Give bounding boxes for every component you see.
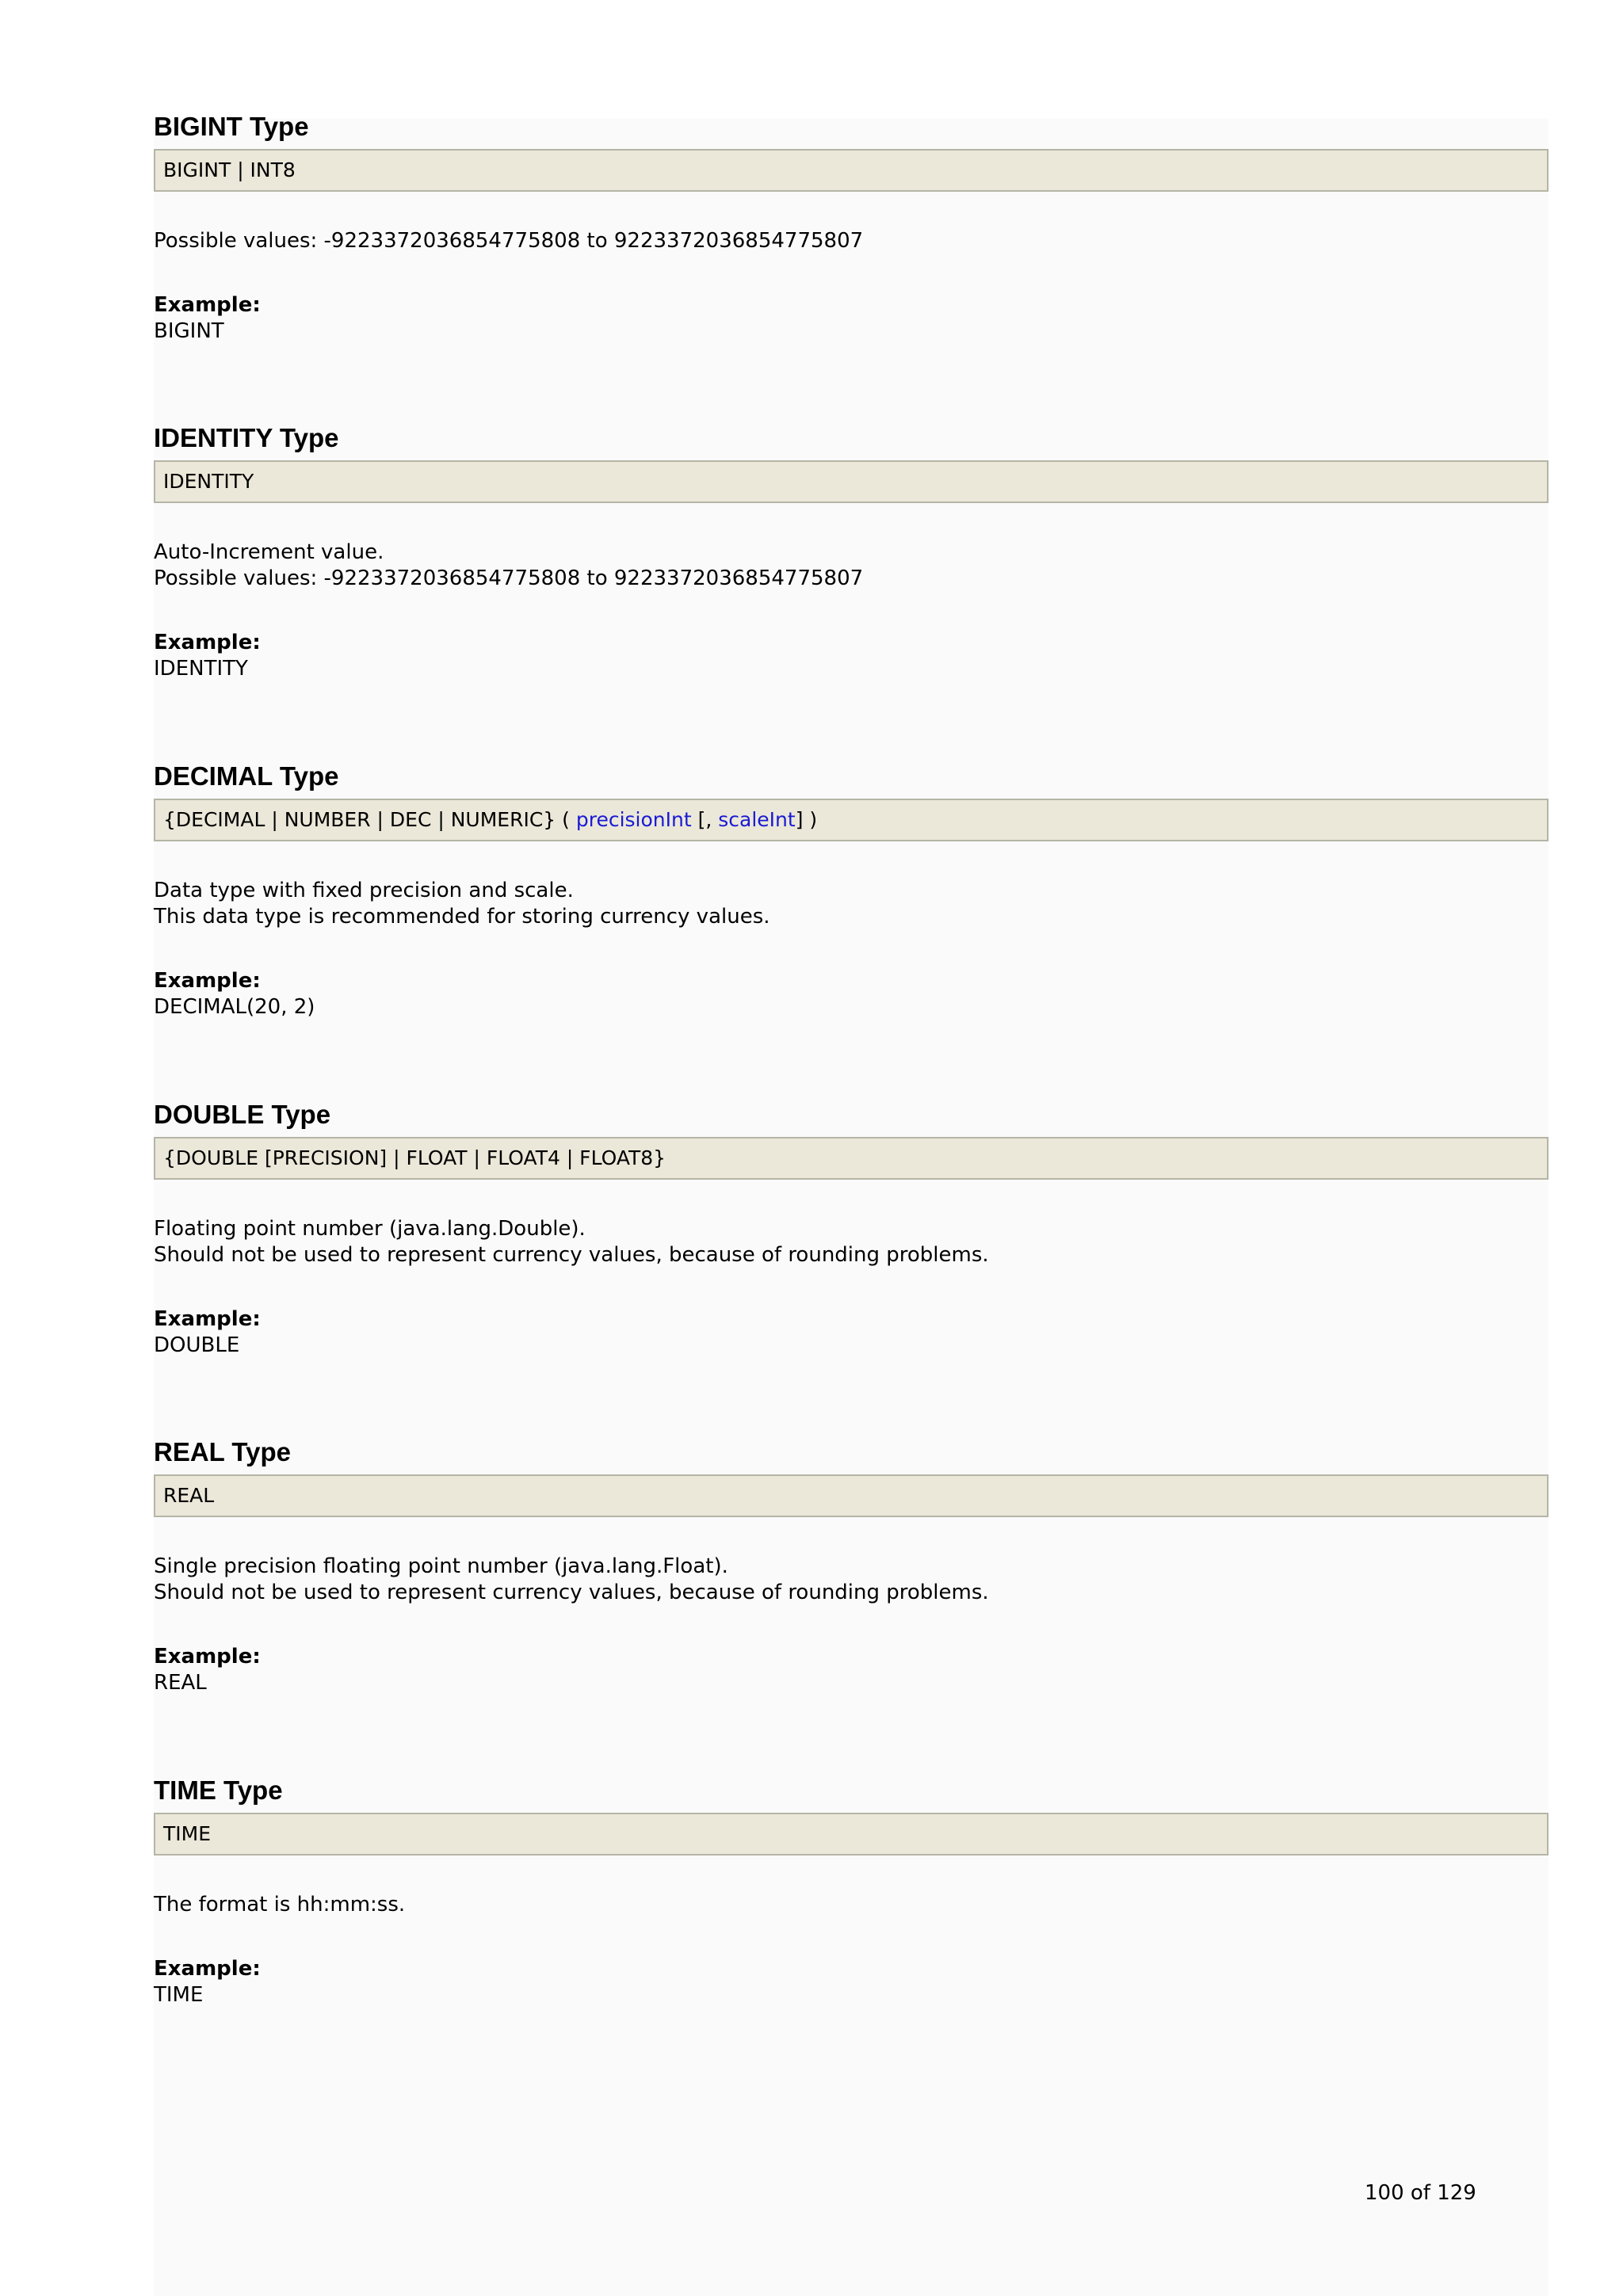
syntax-text: REAL (163, 1484, 215, 1507)
example-label: Example: (154, 1307, 261, 1331)
page-number: 100 of 129 (1365, 2181, 1476, 2205)
section-time (154, 1775, 1549, 2008)
syntax-box (154, 1137, 1549, 1180)
syntax-box (154, 1813, 1549, 1855)
example-value: TIME (154, 1983, 204, 2007)
syntax-text: ] ) (795, 808, 818, 831)
syntax-box (154, 460, 1549, 503)
syntax-text: {DOUBLE [PRECISION] | FLOAT | FLOAT4 | FLOAT8} (163, 1146, 666, 1169)
syntax-box (154, 149, 1549, 192)
section-title: REAL Type (154, 1437, 291, 1466)
section-real (154, 1436, 1549, 1696)
syntax-text: BIGINT | INT8 (163, 158, 296, 181)
example-label: Example: (154, 969, 261, 993)
scale-int-link[interactable]: scaleInt (718, 808, 796, 831)
description-line: Should not be used to represent currency values, because of rounding problems. (154, 1243, 989, 1267)
description (154, 878, 1549, 930)
example-value: DOUBLE (154, 1333, 240, 1357)
example-value: REAL (154, 1671, 207, 1695)
syntax-text: IDENTITY (163, 470, 254, 493)
description-line: Should not be used to represent currency values, because of rounding problems. (154, 1581, 989, 1604)
description-line: Possible values: -9223372036854775808 to 9223372036854775807 (154, 229, 864, 253)
syntax-text: {DECIMAL | NUMBER | DEC | NUMERIC} ( (163, 808, 576, 831)
section-bigint (154, 111, 1549, 345)
description-line: The format is hh:mm:ss. (154, 1893, 406, 1917)
description-line: Single precision floating point number (java.lang.Float). (154, 1554, 728, 1578)
description (154, 1554, 1549, 1606)
section-decimal (154, 761, 1549, 1020)
section-title: BIGINT Type (154, 112, 309, 141)
description (154, 1892, 1549, 1918)
syntax-box (154, 1474, 1549, 1517)
description-line: Data type with fixed precision and scale. (154, 879, 574, 902)
example-label: Example: (154, 631, 261, 654)
example-value: DECIMAL(20, 2) (154, 995, 315, 1019)
precision-int-link[interactable]: precisionInt (575, 808, 692, 831)
description-line: Floating point number (java.lang.Double). (154, 1217, 586, 1241)
description (154, 228, 1549, 254)
example-label: Example: (154, 1957, 261, 1981)
example-label: Example: (154, 293, 261, 317)
description-line: This data type is recommended for storing currency values. (154, 905, 770, 929)
syntax-box (154, 799, 1549, 841)
example-value: BIGINT (154, 319, 224, 343)
example-label: Example: (154, 1645, 261, 1669)
section-title: DECIMAL Type (154, 761, 339, 791)
section-title: TIME Type (154, 1775, 283, 1805)
description (154, 540, 1549, 592)
section-title: IDENTITY Type (154, 423, 339, 452)
section-title: DOUBLE Type (154, 1100, 331, 1129)
description (154, 1216, 1549, 1268)
example-value: IDENTITY (154, 657, 248, 681)
syntax-text: TIME (163, 1822, 212, 1845)
syntax-text: [, (691, 808, 719, 831)
section-identity (154, 422, 1549, 682)
description-line: Auto-Increment value. (154, 540, 384, 564)
description-line: Possible values: -9223372036854775808 to 9223372036854775807 (154, 566, 864, 590)
section-double (154, 1099, 1549, 1359)
